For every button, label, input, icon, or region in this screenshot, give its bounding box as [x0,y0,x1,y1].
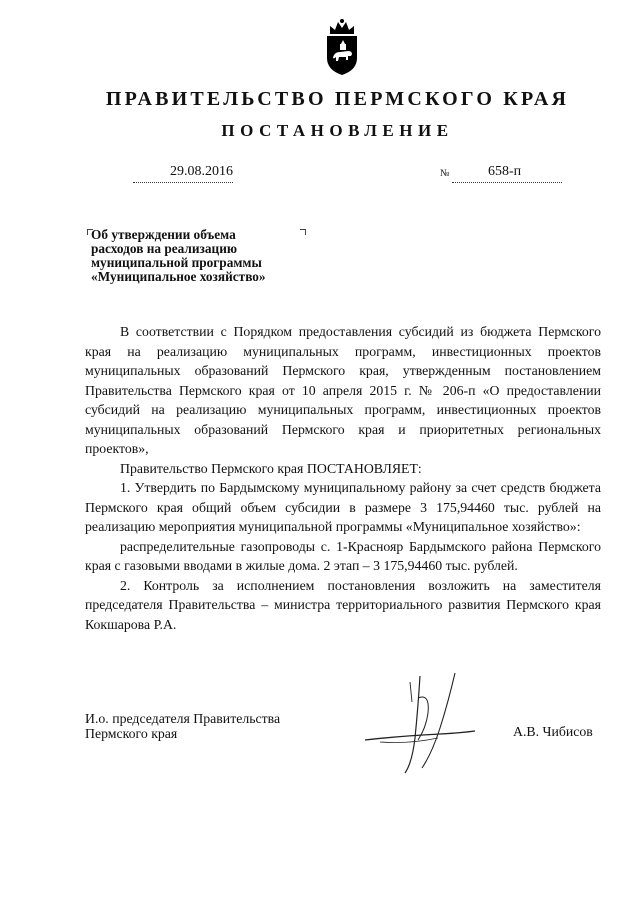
number-sign-label: № [440,168,450,179]
subject-line: муниципальной программы [91,255,262,270]
body-paragraph-item-1: 1. Утвердить по Бардымскому муниципальному району за счет средств бюджета Пермского края общий объем субсидии в размере 3 175,94460 тыс. рублей на реализацию мероприятия муниципальной программы «Муниципальное хозяйство»: [85,480,601,534]
document-date-field [133,162,233,183]
document-number: 658-п [488,164,522,179]
signatory-name: А.В. Чибисов [513,724,593,739]
body-paragraph-preamble: В соответствии с Порядком предоставления субсидий из бюджета Пермского края на реализацию муниципальных программ, инвестиционных проектов муниципальных образований Пермского края, утвержденным постановлением Правительства Пермского края от 10 апреля 2015 г. № 206-п «О предоставлении субсидий на реализацию муниципальных программ, инвестиционных проектов муниципальных образований Пермского края и приоритетных региональных проектов», [85,324,601,456]
subject-line: расходов на реализацию [91,241,238,256]
body-paragraph-resolves: Правительство Пермского края ПОСТАНОВЛЯЕТ: [120,460,422,476]
signatory-role [85,711,280,741]
subject-line: «Муниципальное хозяйство» [91,269,266,284]
document-subject [91,228,311,284]
handwritten-signature [360,668,480,778]
subject-line: Об утверждении объема [91,227,236,242]
document-type-title: ПОСТАНОВЛЕНИЕ [221,121,454,140]
body-paragraph-project: распределительные газопроводы с. 1-Красн​ояр Бардымского района Пермского края с газовыми вводами в жилые дома. 2 этап – 3 175,94460 тыс. рублей. [85,538,601,573]
document-date: 29.08.2016 [170,164,233,179]
signatory-role-line: И.о. председателя Правительства [85,711,281,726]
signatory-role-line: Пермского края [85,726,178,741]
document-number-field [452,162,562,183]
body-paragraph-item-2: 2. Контроль за исполнением постановления возложить на заместителя председателя Правительства – министра территориального развития Пермского края Кокшарова Р.А. [85,577,601,632]
government-title: ПРАВИТЕЛЬСТВО ПЕРМСКОГО КРАЯ [105,88,570,110]
perm-krai-coat-of-arms-icon [322,18,362,76]
document-body [85,322,601,634]
